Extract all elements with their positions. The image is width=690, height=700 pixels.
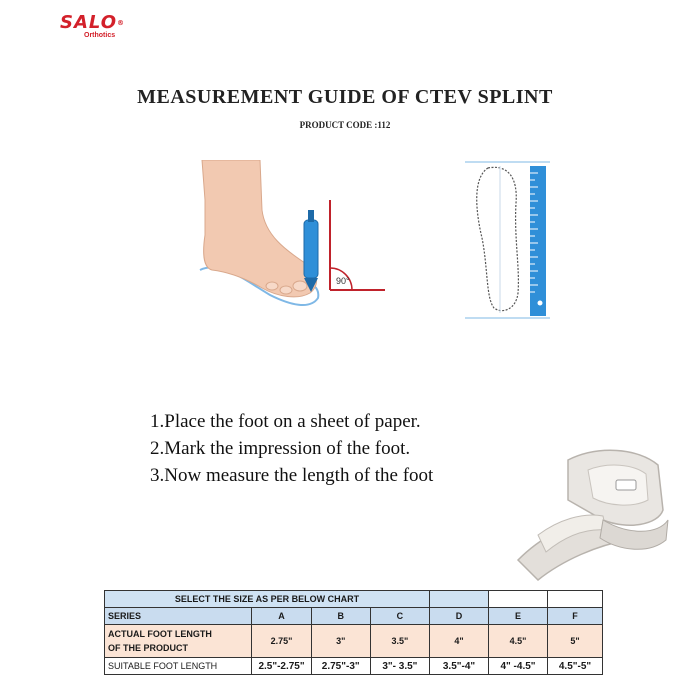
ctev-splint-image	[508, 440, 678, 590]
actual-length-cell: 2.75"	[252, 625, 311, 658]
product-code: PRODUCT CODE :112	[299, 120, 391, 130]
series-label: SERIES	[105, 608, 252, 625]
instruction-step-3: 3.Now measure the length of the foot	[150, 465, 434, 486]
series-cell: D	[430, 608, 489, 625]
size-chart-table	[104, 590, 603, 675]
suitable-length-cell: 2.75"-3"	[311, 658, 370, 675]
actual-length-cell: 4"	[430, 625, 489, 658]
suitable-length-cell: 3.5"-4"	[430, 658, 489, 675]
suitable-length-row	[105, 658, 603, 675]
actual-length-cell: 3"	[311, 625, 370, 658]
logo-subtitle: Orthotics	[84, 32, 116, 39]
series-row	[105, 608, 603, 625]
series-cell: F	[548, 608, 603, 625]
foot-measurement-illustration	[190, 160, 390, 320]
actual-length-label: ACTUAL FOOT LENGTH OF THE PRODUCT	[105, 625, 252, 658]
angle-label: 90°	[336, 276, 350, 286]
pen-icon	[304, 210, 318, 292]
footprint-outline	[477, 167, 519, 310]
actual-length-cell: 3.5"	[370, 625, 429, 658]
suitable-length-cell: 3"- 3.5"	[370, 658, 429, 675]
brand-logo	[60, 14, 125, 40]
logo-brand: SALO	[60, 12, 118, 33]
suitable-length-cell: 4.5"-5"	[548, 658, 603, 675]
instruction-step-2: 2.Mark the impression of the foot.	[150, 438, 411, 459]
actual-length-row	[105, 625, 603, 658]
actual-length-cell: 4.5"	[489, 625, 548, 658]
instructions-list	[150, 408, 433, 489]
foot-shape	[202, 160, 317, 297]
series-cell: E	[489, 608, 548, 625]
suitable-length-cell: 2.5"-2.75"	[252, 658, 311, 675]
logo-registered: ®	[117, 19, 126, 27]
size-chart-heading-row	[105, 591, 603, 608]
series-cell: A	[252, 608, 311, 625]
ruler-icon	[530, 166, 546, 316]
instruction-step-1: 1.Place the foot on a sheet of paper.	[150, 411, 421, 432]
actual-length-cell: 5"	[548, 625, 603, 658]
suitable-length-label: SUITABLE FOOT LENGTH	[105, 658, 252, 675]
size-chart-heading: SELECT THE SIZE AS PER BELOW CHART	[105, 591, 430, 608]
footprint-ruler-illustration	[460, 158, 560, 328]
series-cell: C	[370, 608, 429, 625]
suitable-length-cell: 4" -4.5"	[489, 658, 548, 675]
series-cell: B	[311, 608, 370, 625]
page-title: MEASUREMENT GUIDE OF CTEV SPLINT	[137, 86, 553, 108]
